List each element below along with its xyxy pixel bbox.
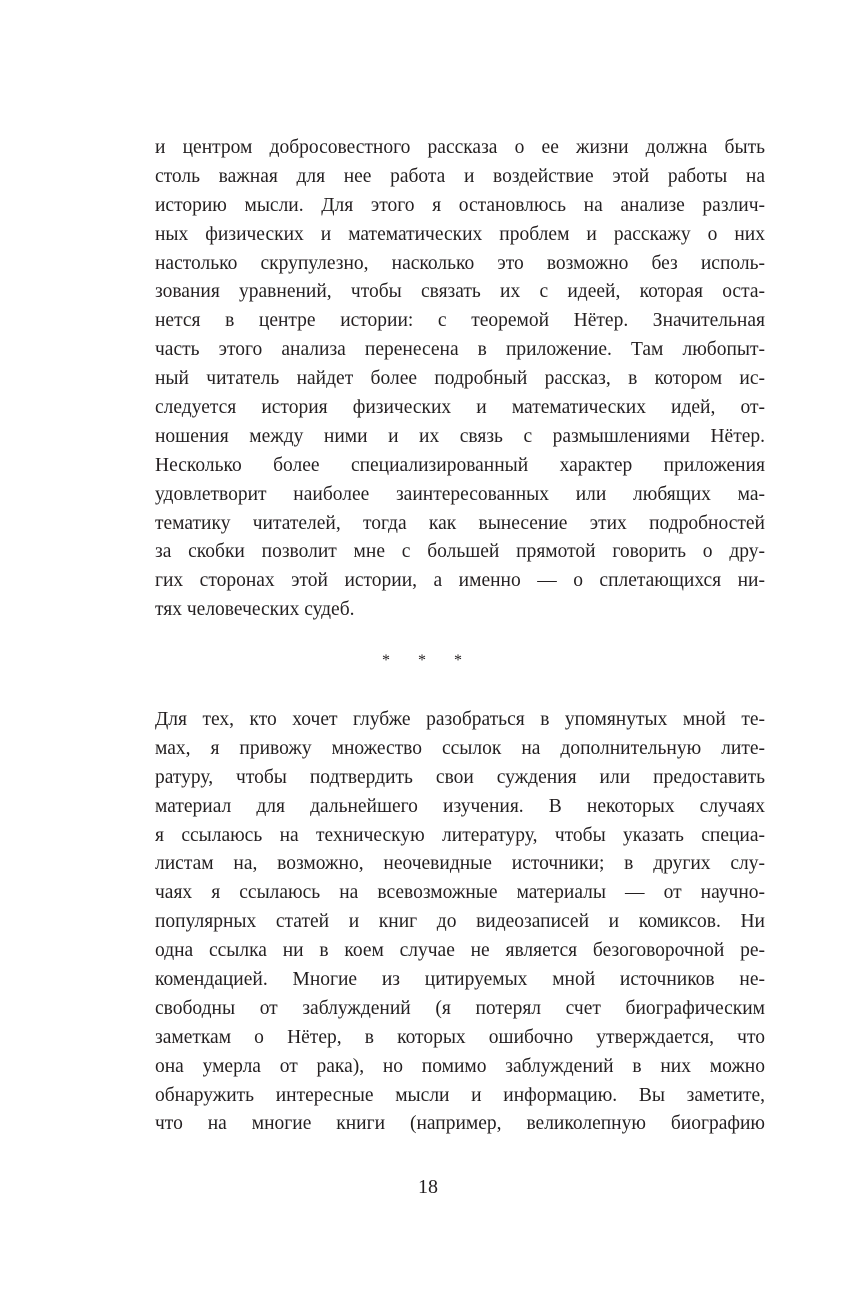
- text-line: мах, я привожу множество ссылок на дополнительную лите-: [155, 737, 765, 759]
- text-line: популярных статей и книг до видеозаписей и комиксов. Ни: [155, 911, 765, 933]
- text-line: ных физических и математических проблем и расскажу о них: [155, 223, 765, 245]
- text-line: зования уравнений, чтобы связать их с идеей, которая оста-: [155, 281, 765, 303]
- text-line: Для тех, кто хочет глубже разобраться в упомянутых мной те-: [155, 709, 765, 730]
- paragraph-2: [155, 706, 765, 1139]
- section-separator: * * *: [382, 652, 474, 669]
- text-line: Несколько более специализированный характер приложения: [155, 454, 765, 476]
- text-line: столь важная для нее работа и воздействие этой работы на: [155, 165, 765, 187]
- text-line: настолько скрупулезно, насколько это возможно без исполь-: [155, 252, 765, 274]
- paragraph-1: [155, 134, 765, 625]
- text-line: чаях я ссылаюсь на всевозможные материалы — от научно-: [155, 882, 765, 904]
- text-line: материал для дальнейшего изучения. В некоторых случаях: [155, 795, 765, 817]
- text-line: комендацией. Многие из цитируемых мной источников не-: [155, 969, 765, 991]
- text-line: заметкам о Нётер, в которых ошибочно утверждается, что: [155, 1026, 765, 1048]
- text-line: листам на, возможно, неочевидные источники; в других слу-: [155, 853, 765, 875]
- text-line: обнаружить интересные мысли и информацию. Вы заметите,: [155, 1084, 765, 1106]
- text-line: следуется история физических и математических идей, от-: [155, 397, 765, 419]
- text-line: за скобки позволит мне с большей прямотой говорить о дру-: [155, 541, 765, 563]
- text-line: ратуру, чтобы подтвердить свои суждения или предоставить: [155, 766, 765, 788]
- text-line: что на многие книги (например, великолепную биографию: [155, 1113, 765, 1135]
- text-line: удовлетворит наиболее заинтересованных или любящих ма-: [155, 483, 765, 505]
- text-line: гих сторонах этой истории, а именно — о сплетающихся ни-: [155, 570, 765, 592]
- text-line: ношения между ними и их связь с размышлениями Нётер.: [155, 425, 765, 447]
- page-number: 18: [418, 1176, 438, 1198]
- text-line: и центром добросовестного рассказа о ее жизни должна быть: [155, 137, 765, 158]
- text-line: она умерла от рака), но помимо заблуждений в них можно: [155, 1055, 765, 1077]
- text-line: нется в центре истории: с теоремой Нётер. Значительная: [155, 310, 765, 332]
- text-line: ный читатель найдет более подробный рассказ, в котором ис-: [155, 368, 765, 390]
- text-line: одна ссылка ни в коем случае не является безоговорочной ре-: [155, 940, 765, 962]
- text-line: тематику читателей, тогда как вынесение этих подробностей: [155, 512, 765, 534]
- text-line: часть этого анализа перенесена в приложение. Там любопыт-: [155, 339, 765, 361]
- text-line: я ссылаюсь на техническую литературу, чтобы указать специа-: [155, 824, 765, 846]
- text-line: историю мысли. Для этого я остановлюсь на анализе различ-: [155, 194, 765, 216]
- text-line: свободны от заблуждений (я потерял счет биографическим: [155, 997, 765, 1019]
- text-line: тях человеческих судеб.: [155, 599, 355, 621]
